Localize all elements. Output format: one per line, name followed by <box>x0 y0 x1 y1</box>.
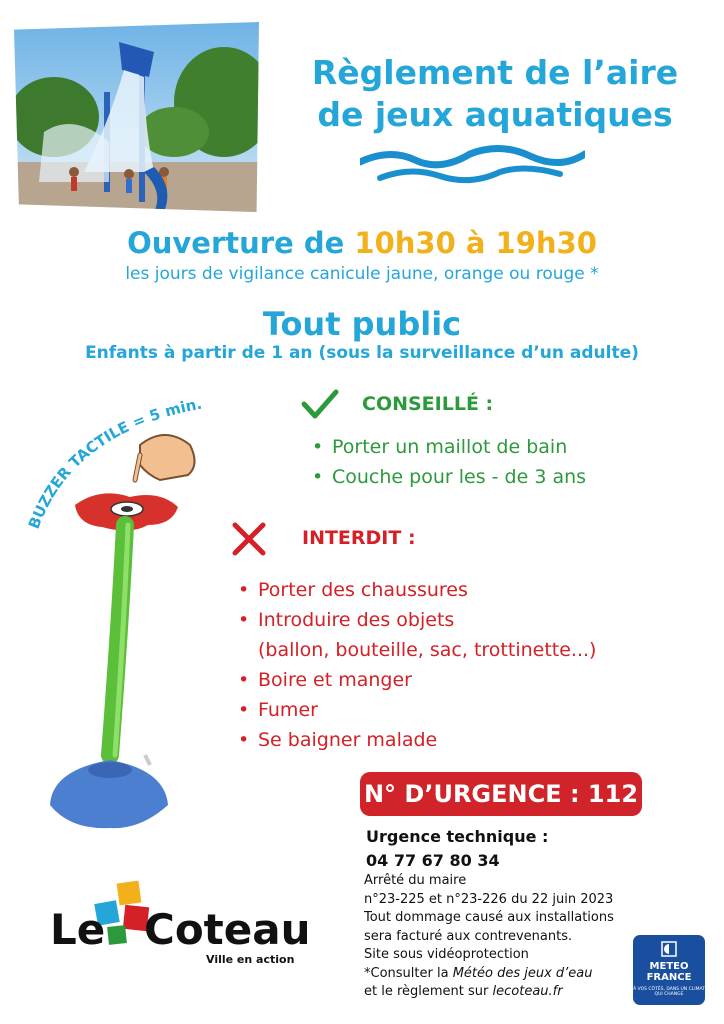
forbidden-heading: INTERDIT : <box>302 527 416 549</box>
buzzer-fountain-illustration <box>40 425 220 835</box>
water-wave-icon <box>360 140 585 192</box>
page-title <box>270 52 720 136</box>
legal-line: n°23-225 et n°23-226 du 22 juin 2023 <box>364 891 614 907</box>
list-item: • Se baigner malade <box>236 725 596 755</box>
logo-text-le: Le <box>50 905 106 954</box>
buzzer-label-text: BUZZER TACTILE = 5 min. <box>24 394 204 532</box>
logo-tagline: Ville en action <box>206 953 295 966</box>
legal-line: Arrêté du maire <box>364 873 467 888</box>
legal-text: *Consulter la <box>364 965 453 981</box>
list-item-detail: (ballon, bouteille, sac, trottinette...) <box>258 639 597 661</box>
recommended-list <box>310 432 586 492</box>
meteo-france-logo <box>633 935 705 1005</box>
technical-emergency <box>366 825 548 873</box>
cross-icon <box>230 520 268 558</box>
check-icon <box>300 388 340 420</box>
list-item: • Introduire des objets <box>236 605 596 635</box>
meteo-link-text: Météo des jeux d’eau <box>452 965 593 981</box>
legal-line <box>364 965 614 984</box>
opening-hours-value: 10h30 à 19h30 <box>354 226 597 260</box>
legal-line <box>364 983 614 1002</box>
legal-text: et le règlement sur <box>364 984 493 999</box>
vigilance-note: les jours de vigilance canicule jaune, orange ou rouge * <box>125 264 599 284</box>
legal-line: Tout dommage causé aux installations <box>364 910 614 925</box>
list-item: • Boire et manger <box>236 665 596 695</box>
technical-emergency-phone: 04 77 67 80 34 <box>366 851 500 870</box>
splash-park-photo <box>14 22 259 212</box>
list-item: • Couche pour les - de 3 ans <box>310 462 586 492</box>
meteo-france-name: METEO FRANCE <box>646 961 692 983</box>
website-link-text: lecoteau.fr <box>492 984 563 999</box>
legal-line: sera facturé aux contrevenants. <box>364 928 573 944</box>
legal-notice <box>364 872 614 1002</box>
audience-subtitle: Enfants à partir de 1 an (sous la surveillance d’un adulte) <box>85 343 639 363</box>
title-line-1: Règlement de l’aire <box>311 53 679 92</box>
technical-emergency-label: Urgence technique : <box>366 827 549 846</box>
list-item: • Porter des chaussures <box>236 575 596 605</box>
list-item: • Fumer <box>236 695 596 725</box>
opening-hours <box>0 226 724 260</box>
forbidden-list <box>236 575 596 755</box>
meteo-france-tagline: À VOS CÔTÉS, DANS UN CLIMAT QUI CHANGE <box>633 987 705 997</box>
opening-prefix: Ouverture de <box>127 226 355 260</box>
audience-title: Tout public <box>262 305 462 343</box>
recommended-heading: CONSEILLÉ : <box>362 393 494 415</box>
logo-text-coteau: Coteau <box>144 905 311 954</box>
emergency-badge: N° D’URGENCE : 112 <box>360 772 642 816</box>
title-line-2: de jeux aquatiques <box>317 95 673 134</box>
list-item: • Porter un maillot de bain <box>310 432 586 462</box>
legal-line: Site sous vidéoprotection <box>364 947 529 962</box>
meteo-france-icon <box>661 941 677 957</box>
